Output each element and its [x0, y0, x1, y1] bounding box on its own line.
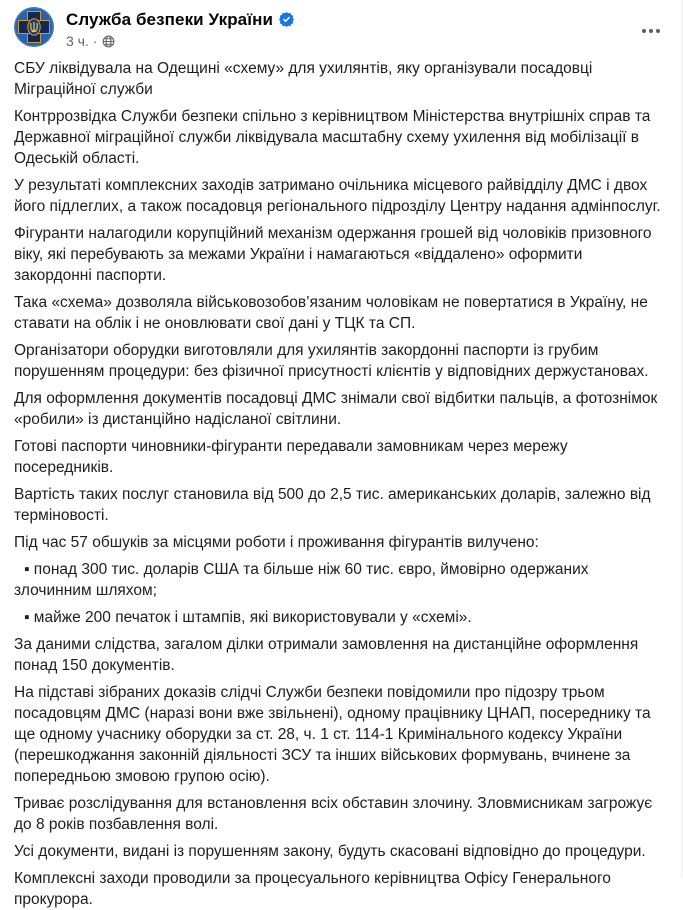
post-timestamp[interactable]: 3 ч. [66, 33, 89, 49]
post-bullet-item: ▪ майже 200 печаток і штампів, які використовували у «схемі». [24, 609, 472, 626]
page-name-row [66, 9, 635, 30]
more-options-ellipsis-icon [642, 29, 646, 33]
post-bullet-item: ▪ понад 300 тис. доларів США та більше ніж 60 тис. євро, ймовірно одержаних злочинним шляхом; [14, 561, 593, 599]
post-paragraph: Організатори оборудки виготовляли для ухилянтів закордонні паспорти із грубим порушенням процедури: без фізичної присутності клієнтів у відповідних держустановах. [14, 342, 649, 380]
post-header [0, 0, 681, 49]
post-meta-row [66, 33, 635, 49]
verified-badge-icon [279, 12, 294, 27]
post-paragraph: Під час 57 обшуків за місцями роботи і проживання фігурантів вилучено: [14, 534, 539, 551]
post-paragraph: Для оформлення документів посадовці ДМС знімали свої відбитки пальців, а фотознімок «робили» із дистанційно надісланої світлини. [14, 390, 662, 428]
post-paragraph: Така «схема» дозволяла військовозобов’язаним чоловікам не повертатися в Україну, не ставати на облік і не оновлювати свої дані у ТЦК та СП. [14, 294, 653, 332]
post-header-meta [66, 7, 635, 49]
post-paragraph: Усі документи, видані із порушенням закону, будуть скасовані відповідно до процедури. [14, 843, 646, 860]
meta-separator: · [92, 33, 98, 49]
post-paragraph: Фігуранти налагодили корупційний механізм одержання грошей від чоловіків призовного віку, які перебувають за межами України і намагаються «віддалено» оформити закордонні паспорти. [14, 225, 656, 284]
post-paragraph: Триває розслідування для встановлення всіх обставин злочину. Зловмисникам загрожує до 8 років позбавлення волі. [14, 795, 657, 833]
post-paragraph: Готові паспорти чиновники-фігуранти передавали замовникам через мережу посередників. [14, 438, 572, 476]
post-paragraph: Вартість таких послуг становила від 500 до 2,5 тис. американських доларів, залежно від терміновості. [14, 486, 655, 524]
more-options-ellipsis-icon [656, 29, 660, 33]
post-paragraph: Контррозвідка Служби безпеки спільно з керівництвом Міністерства внутрішніх справ та Державної міграційної служби ліквідувала масштабну схему ухилення від мобілізації в Одеській області. [14, 108, 655, 167]
globe-public-icon [102, 35, 115, 48]
more-options-button[interactable] [635, 15, 667, 47]
post-paragraph: За даними слідства, загалом ділки отримали замовлення на дистанційне оформлення понад 150 документів. [14, 636, 643, 674]
post-paragraph: Комплексні заходи проводили за процесуального керівництва Офісу Генерального прокурора. [14, 870, 616, 908]
post-paragraph: СБУ ліквідувала на Одещині «схему» для ухилянтів, яку організували посадовці Міграційної служби [14, 60, 597, 98]
post-paragraph: У результаті комплексних заходів затримано очільника місцевого райвідділу ДМС і двох його підлеглих, а також посадовця регіонального підрозділу Центру надання адмінпослуг. [14, 177, 661, 215]
sbu-page-avatar[interactable] [14, 7, 54, 47]
page-name[interactable]: Служба безпеки України [66, 10, 274, 29]
post-text [0, 49, 681, 910]
more-options-ellipsis-icon [649, 29, 653, 33]
post-paragraph: На підставі зібраних доказів слідчі Служби безпеки повідомили про підозру трьом посадовцям ДМС (наразі вони вже звільнені), одному працівнику ЦНАП, посереднику та ще одному учаснику оборудки за ст. 28, ч. 1 ст. 114-1 Кримінального кодексу України (перешкоджання законній діяльності ЗСУ та інших військових формувань, вчинене за попередньою змовою групою осію). [14, 684, 655, 785]
